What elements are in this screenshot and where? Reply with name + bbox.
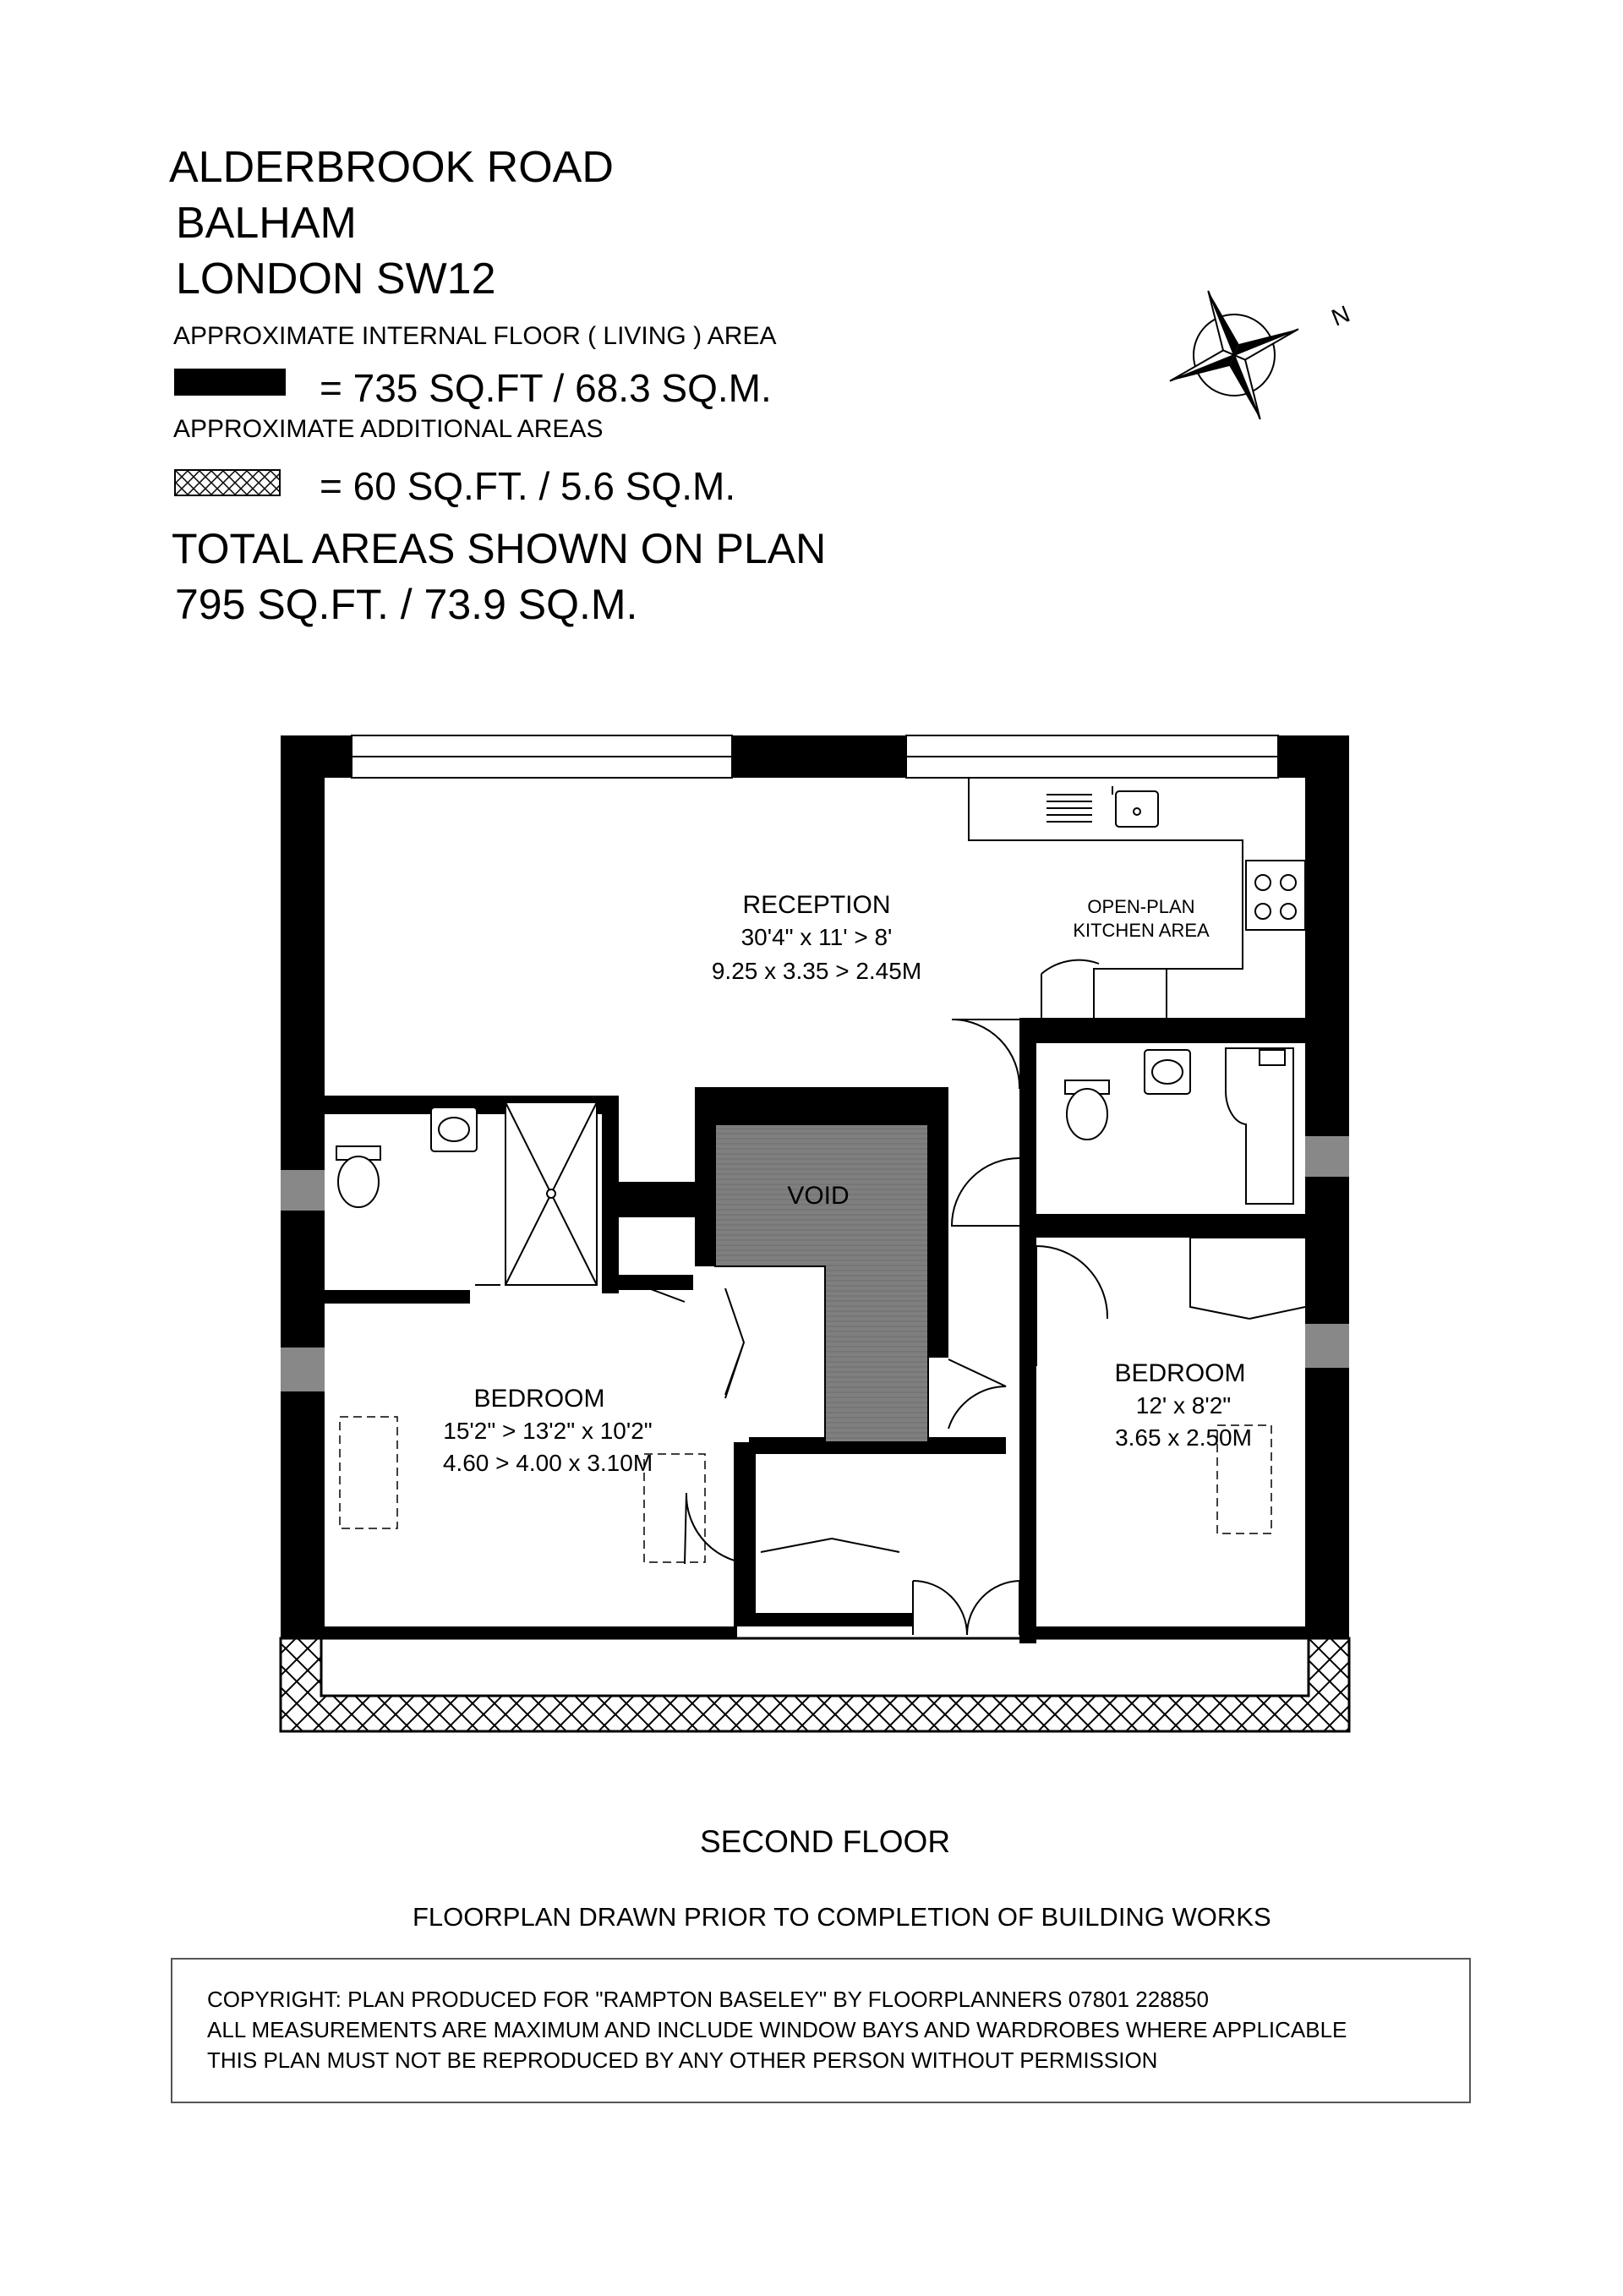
balcony [281,1638,1349,1731]
additional-area-value: = 60 SQ.FT. / 5.6 SQ.M. [320,464,736,508]
internal-area-value: = 735 SQ.FT / 68.3 SQ.M. [320,366,772,410]
total-area-label: TOTAL AREAS SHOWN ON PLAN [172,525,827,572]
internal-area-label: APPROXIMATE INTERNAL FLOOR ( LIVING ) AREA [173,322,777,350]
copyright-line-2: ALL MEASUREMENTS ARE MAXIMUM AND INCLUDE WINDOW BAYS AND WARDROBES WHERE APPLICABLE [207,2017,1347,2042]
kitchen-label-2: KITCHEN AREA [1073,920,1210,941]
address-line-1: ALDERBROOK ROAD [169,143,614,192]
hob-icon [1246,861,1305,930]
total-area-value: 795 SQ.FT. / 73.9 SQ.M. [175,581,638,628]
bedroom2-imperial: 12' x 8'2" [1135,1392,1232,1419]
floor-label: SECOND FLOOR [700,1824,951,1859]
building-works-note: FLOORPLAN DRAWN PRIOR TO COMPLETION OF BUILDING WORKS [413,1902,1271,1932]
doors [617,960,1305,1635]
address-line-3: LONDON SW12 [176,254,496,303]
north-label: N [1327,300,1354,331]
additional-area-label: APPROXIMATE ADDITIONAL AREAS [173,415,604,443]
kitchen-label-1: OPEN-PLAN [1087,896,1195,917]
bedroom1-metric: 4.60 > 4.00 x 3.10M [442,1450,653,1476]
bathroom-fixtures [1065,1048,1293,1204]
void-area [715,1124,928,1442]
bedroom1-name: BEDROOM [473,1385,605,1413]
reception-imperial: 30'4" x 11' > 8' [740,924,893,950]
bedroom2-name: BEDROOM [1114,1359,1246,1387]
copyright-line-1: COPYRIGHT: PLAN PRODUCED FOR "RAMPTON BASELEY" BY FLOORPLANNERS 07801 228850 [207,1987,1210,2012]
bedroom1-imperial: 15'2" > 13'2" x 10'2" [443,1418,653,1444]
void-label: VOID [787,1182,850,1210]
reception-name: RECEPTION [742,891,891,919]
copyright-line-3: THIS PLAN MUST NOT BE REPRODUCED BY ANY OTHER PERSON WITHOUT PERMISSION [207,2047,1158,2073]
ensuite-fixtures [336,1102,597,1285]
kitchen-sink-icon [1046,786,1158,827]
bedroom2-metric: 3.65 x 2.50M [1115,1424,1252,1451]
address-line-2: BALHAM [176,199,357,248]
reception-metric: 9.25 x 3.35 > 2.45M [711,958,922,984]
